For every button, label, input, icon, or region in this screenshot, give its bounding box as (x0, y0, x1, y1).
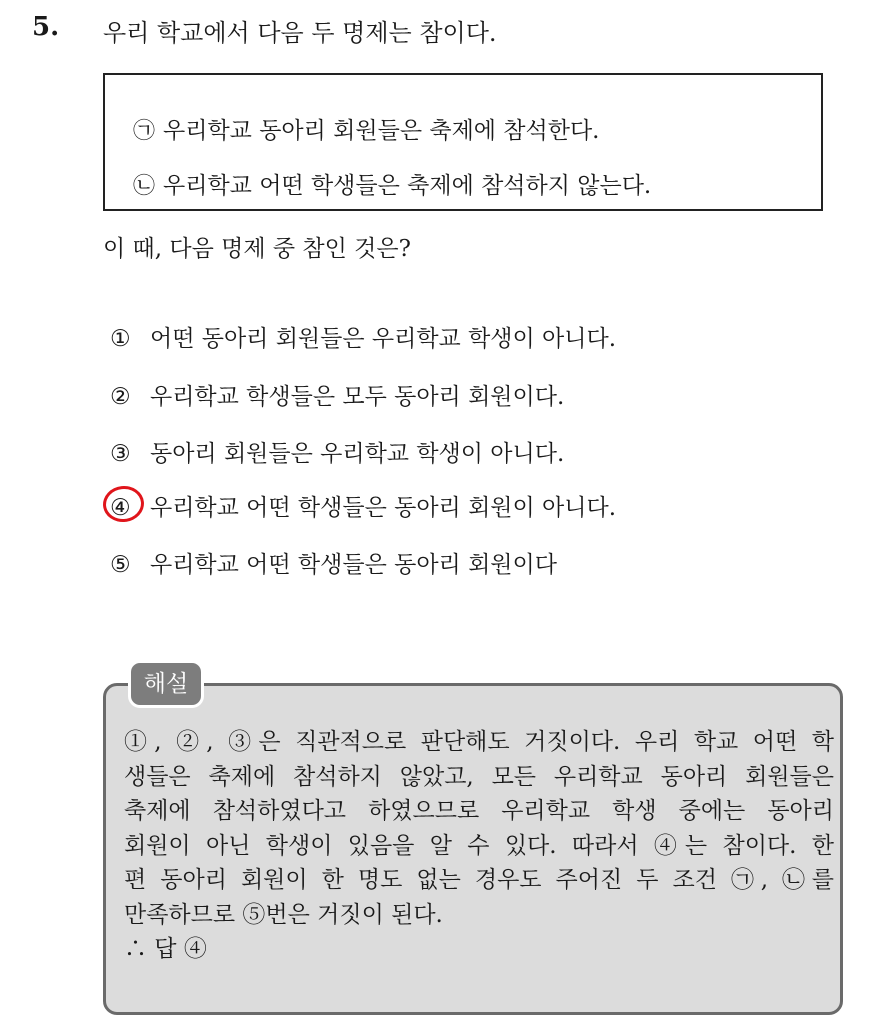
choice-5[interactable] (110, 546, 557, 579)
choice-text: 우리학교 어떤 학생들은 동아리 회원이 아니다. (150, 495, 617, 521)
premise-item (133, 112, 600, 145)
premise-marker: ㉠ (133, 119, 156, 144)
explanation-line: ①, ②, ③은 직관적으로 판단해도 거짓이다. 우리 학교 어떤 학 (124, 729, 834, 755)
explanation-line: 회원이 아닌 학생이 있음을 알 수 있다. 따라서 ④는 참이다. 한 (124, 832, 834, 859)
choice-number: ⑤ (110, 552, 131, 578)
premise-item (133, 167, 651, 200)
choice-text: 우리학교 학생들은 모두 동아리 회원이다. (150, 384, 565, 410)
choice-number: ② (110, 384, 131, 410)
choice-text: 어떤 동아리 회원들은 우리학교 학생이 아니다. (150, 326, 617, 352)
explanation-answer: ∴ 답 ④ (124, 936, 207, 962)
explanation-line: 만족하므로 ⑤번은 거짓이 된다. (124, 901, 443, 928)
premise-text: 우리학교 어떤 학생들은 축제에 참석하지 않는다. (163, 173, 652, 199)
explanation-label: 해설 (128, 660, 204, 708)
choice-text: 동아리 회원들은 우리학교 학생이 아니다. (150, 441, 565, 467)
choice-2[interactable] (110, 378, 564, 411)
choice-3[interactable] (110, 435, 564, 468)
question-text: 우리 학교에서 다음 두 명제는 참이다. (103, 19, 497, 47)
choice-number: ③ (110, 441, 131, 467)
question-number: 5. (32, 12, 60, 42)
premise-box (103, 73, 823, 211)
explanation-line: 편 동아리 회원이 한 명도 없는 경우도 주어진 두 조건 ㉠, ㉡를 (124, 867, 834, 893)
choice-number: ① (110, 326, 131, 352)
premise-marker: ㉡ (133, 174, 156, 199)
choice-text: 우리학교 어떤 학생들은 동아리 회원이다 (150, 552, 557, 578)
choice-4[interactable] (110, 489, 616, 522)
premise-text: 우리학교 동아리 회원들은 축제에 참석한다. (163, 118, 600, 144)
explanation-line: 축제에 참석하였다고 하였으므로 우리학교 학생 중에는 동아리 (124, 798, 834, 824)
question-prompt: 이 때, 다음 명제 중 참인 것은? (103, 236, 411, 262)
explanation-text (124, 725, 834, 967)
choice-number: ④ (110, 495, 131, 521)
choice-1[interactable] (110, 320, 616, 353)
explanation-line: 생들은 축제에 참석하지 않았고, 모든 우리학교 동아리 회원들은 (124, 763, 834, 790)
